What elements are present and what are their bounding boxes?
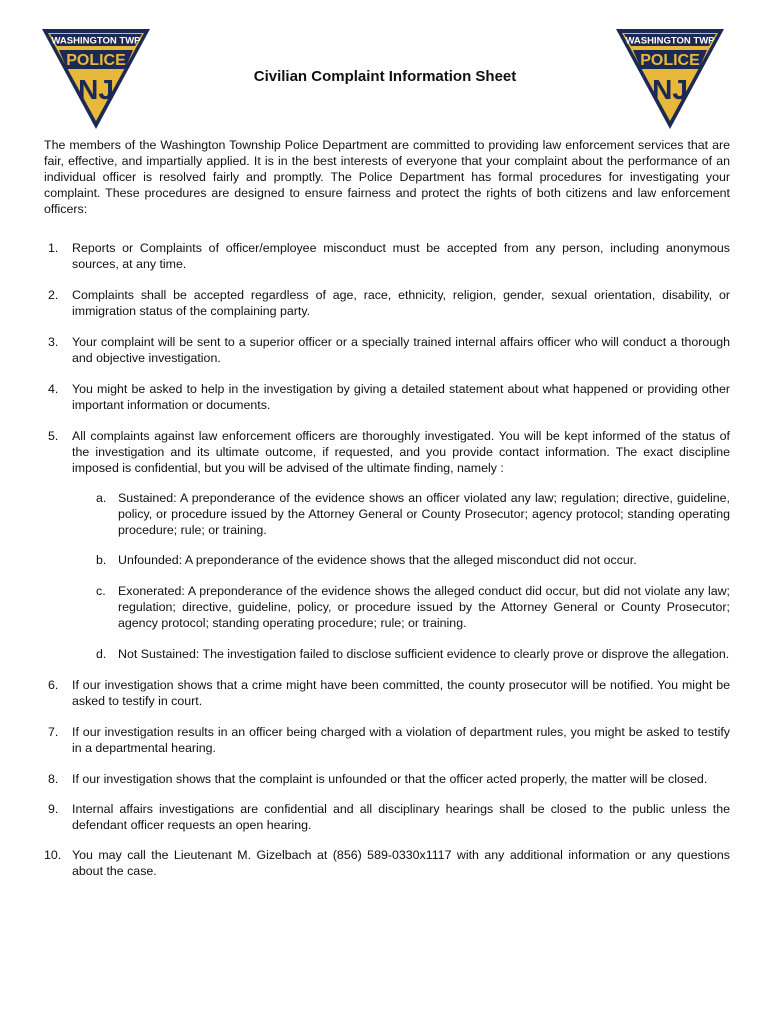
finding-letter: d. bbox=[96, 647, 107, 661]
item-text: If our investigation results in an officer being charged with a violation of department rules, you might be asked to testify in a departmental hearing. bbox=[72, 725, 730, 755]
finding-item-not-sustained bbox=[44, 646, 730, 662]
item-number: 2. bbox=[48, 288, 59, 302]
finding-text: Not Sustained: The investigation failed to disclose sufficient evidence to clearly prove or disprove the allegation. bbox=[118, 647, 730, 661]
item-text: If our investigation shows that the complaint is unfounded or that the officer acted properly, the matter will be closed. bbox=[72, 772, 708, 786]
badge-text-township: WASHINGTON TWP bbox=[51, 35, 141, 47]
item-number: 1. bbox=[48, 241, 59, 255]
item-number: 6. bbox=[48, 678, 59, 692]
finding-text: Exonerated: A preponderance of the evidence shows the alleged conduct did occur, but did not violate any law; regulation; directive, guideline, policy, or procedure issued by the Attorney General or County Prosecutor; agency protocol; standing operating procedure; rule; or training. bbox=[118, 584, 730, 630]
badge-text-police: POLICE bbox=[66, 52, 126, 69]
item-text: Internal affairs investigations are confidential and all disciplinary hearings shall be closed to the public unless the defendant officer requests an open hearing. bbox=[72, 802, 730, 832]
item-number: 4. bbox=[48, 382, 59, 396]
item-text: You might be asked to help in the investigation by giving a detailed statement about what happened or providing other important information or documents. bbox=[72, 382, 730, 412]
list-item bbox=[44, 381, 730, 413]
badge-text-township: WASHINGTON TWP bbox=[625, 35, 715, 47]
item-number: 10. bbox=[44, 848, 62, 862]
list-item bbox=[44, 334, 730, 366]
item-number: 8. bbox=[48, 772, 59, 786]
list-item bbox=[44, 240, 730, 272]
page-title: Civilian Complaint Information Sheet bbox=[253, 68, 517, 85]
item-text: Complaints shall be accepted regardless of age, race, ethnicity, religion, gender, sexual orientation, disability, or immigration status of the complaining party. bbox=[72, 288, 730, 318]
list-item bbox=[44, 771, 730, 787]
list-item bbox=[44, 801, 730, 833]
item-number: 7. bbox=[48, 725, 59, 739]
finding-item-unfounded bbox=[44, 552, 730, 568]
item-text: Reports or Complaints of officer/employee misconduct must be accepted from any person, including anonymous sources, at any time. bbox=[72, 241, 730, 271]
item-number: 9. bbox=[48, 802, 59, 816]
badge-text-nj: NJ bbox=[78, 74, 114, 105]
item-text: Your complaint will be sent to a superior officer or a specially trained internal affairs officer who will conduct a thorough and objective investigation. bbox=[72, 335, 730, 365]
list-item bbox=[44, 287, 730, 319]
list-item bbox=[44, 847, 730, 879]
item-number: 3. bbox=[48, 335, 59, 349]
list-item bbox=[44, 428, 730, 476]
badge-text-police: POLICE bbox=[640, 52, 700, 69]
finding-item-sustained bbox=[44, 490, 730, 538]
finding-letter: c. bbox=[96, 584, 106, 598]
item-text: You may call the Lieutenant M. Gizelbach at (856) 589-0330x1117 with any additional information or any questions about the case. bbox=[72, 848, 730, 878]
procedure-list bbox=[44, 240, 730, 879]
finding-text: Sustained: A preponderance of the evidence shows an officer violated any law; regulation; directive, guideline, policy, or procedure issued by the Attorney General or County Prosecutor; agency protocol; standing operating procedure; rule; or training. bbox=[118, 491, 730, 537]
finding-letter: b. bbox=[96, 553, 107, 567]
finding-item-exonerated bbox=[44, 583, 730, 631]
badge-text-nj: NJ bbox=[652, 74, 688, 105]
intro-paragraph: The members of the Washington Township Police Department are committed to providing law enforcement services that are fair, effective, and impartially applied. It is in the best interests of everyone that your complaint about the performance of an individual officer is resolved fairly and promptly. The Police Department has formal procedures for investigating your complaint. These procedures are designed to ensure fairness and protect the rights of both citizens and law enforcement officers: bbox=[44, 138, 730, 216]
list-item bbox=[44, 677, 730, 709]
item-number: 5. bbox=[48, 429, 59, 443]
item-text: All complaints against law enforcement officers are thoroughly investigated. You will be kept informed of the status of the investigation and its ultimate outcome, if requested, and you provide contact information. The exact discipline imposed is confidential, but you will be advised of the ultimate finding, namely : bbox=[72, 429, 730, 475]
finding-text: Unfounded: A preponderance of the evidence shows that the alleged misconduct did not occur. bbox=[118, 553, 637, 567]
list-item bbox=[44, 724, 730, 756]
item-text: If our investigation shows that a crime might have been committed, the county prosecutor will be notified. You might be asked to testify in court. bbox=[72, 678, 730, 708]
finding-letter: a. bbox=[96, 491, 107, 505]
